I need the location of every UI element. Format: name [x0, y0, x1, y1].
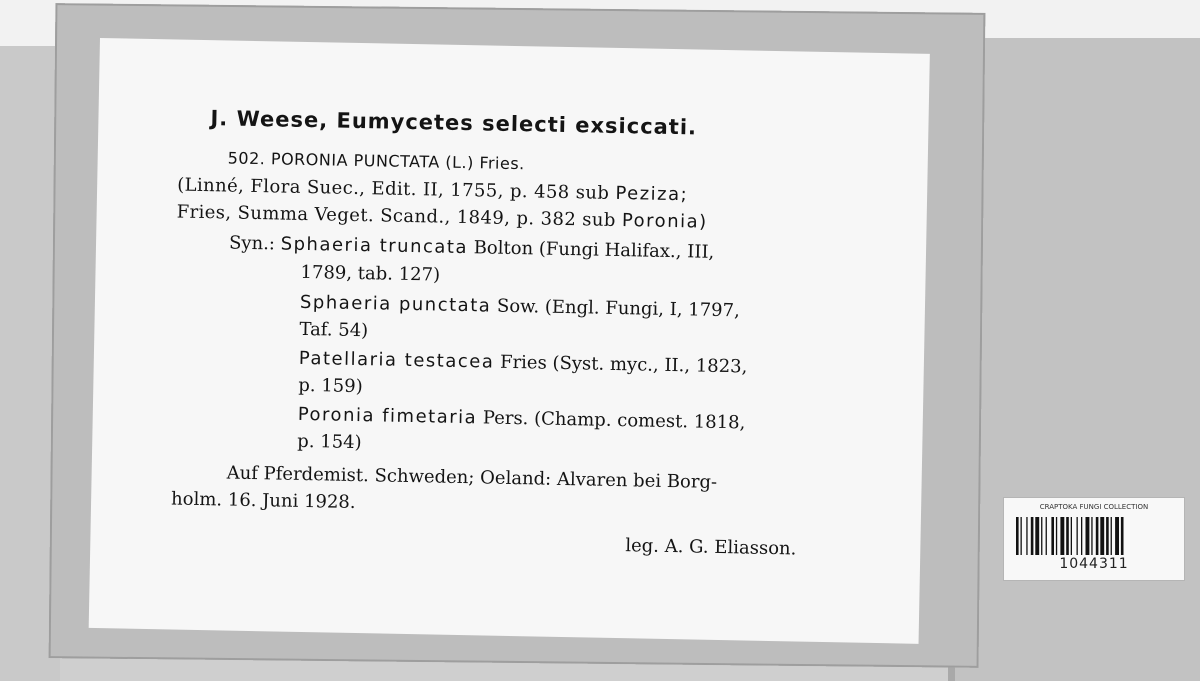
- synonym-3-continued: p. 159): [298, 374, 363, 398]
- synonym-1: [229, 233, 715, 263]
- synonym-4-name: Poronia fimetaria: [297, 403, 478, 429]
- barcode-label: [1003, 497, 1185, 581]
- synonym-3-name: Patellaria testacea: [298, 347, 495, 373]
- synonym-2: [300, 292, 740, 321]
- synonym-2-ref: Sow. (Engl. Fungi, I, 1797,: [491, 295, 741, 322]
- synonym-4: [298, 404, 746, 434]
- synonym-4-ref: Pers. (Champ. comest. 1818,: [476, 407, 746, 434]
- synonym-3-ref: Fries (Syst. myc., II., 1823,: [494, 351, 748, 378]
- reference-2-genus: Poronia): [621, 210, 708, 233]
- exsiccata-label: [89, 38, 930, 644]
- barcode-icon: [1016, 517, 1172, 555]
- label-title: J. Weese, Eumycetes selecti exsiccati.: [210, 106, 698, 140]
- reference-line-1: [177, 175, 688, 206]
- synonym-1-ref: Bolton (Fungi Halifax., III,: [467, 237, 715, 263]
- locality-line-1: Auf Pferdemist. Schweden; Oeland: Alvaren bei Borg-: [226, 462, 718, 493]
- reference-2-text: Fries, Summa Veget. Scand., 1849, p. 382 sub: [176, 201, 623, 232]
- locality-line-2: holm. 16. Juni 1928.: [170, 488, 356, 513]
- reference-1-genus: Peziza;: [615, 182, 689, 206]
- synonym-2-name: Sphaeria punctata: [299, 291, 492, 317]
- collector: leg. A. G. Eliasson.: [625, 535, 797, 560]
- reference-line-2: [176, 202, 707, 233]
- herbarium-folder-right: [955, 38, 1200, 681]
- synonym-1-name: Sphaeria truncata: [280, 233, 469, 259]
- synonym-2-continued: Taf. 54): [299, 318, 369, 342]
- barcode-header: CRAPTOKA FUNGI COLLECTION: [1039, 503, 1149, 511]
- synonym-label: Syn.:: [228, 232, 281, 255]
- barcode-number: 1044311: [1059, 556, 1129, 572]
- synonym-4-continued: p. 154): [297, 430, 362, 454]
- reference-1-text: (Linné, Flora Suec., Edit. II, 1755, p. 458 sub: [176, 174, 616, 204]
- species-name: 502. PORONIA PUNCTATA (L.) Fries.: [227, 148, 525, 174]
- synonym-3: [299, 348, 748, 378]
- synonym-1-continued: 1789, tab. 127): [300, 261, 441, 286]
